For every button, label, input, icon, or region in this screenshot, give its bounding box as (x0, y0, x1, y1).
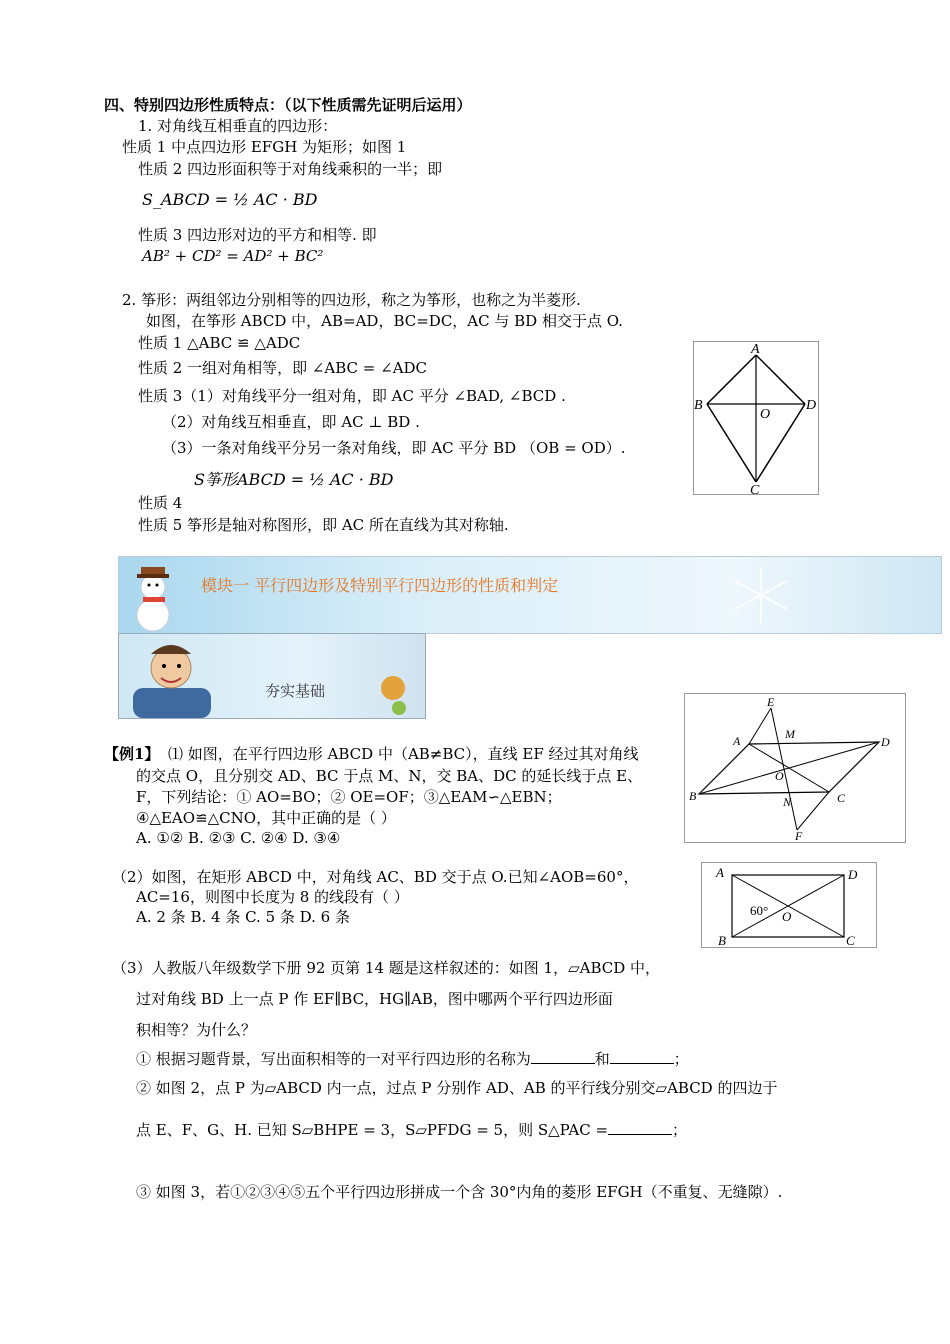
rect-label-o: O (782, 909, 792, 924)
kite-label-d: D (806, 398, 817, 413)
rect-label-angle: 60° (750, 903, 769, 918)
kite-prop1: 性质 1 △ABC ≌ △ADC (138, 334, 301, 352)
kite-label-b: B (694, 398, 703, 413)
para-label-b: B (689, 789, 697, 803)
q1-line4: ④△EAO≌△CNO，其中正确的是（ ） (136, 809, 396, 827)
formula-squares: AB² + CD² = AD² + BC² (142, 247, 324, 265)
property-group-2-title: 2. 筝形：两组邻边分别相等的四边形，称之为筝形，也称之为半菱形. (122, 291, 581, 309)
kite-label-o: O (760, 407, 771, 422)
section-heading: 四、特别四边形性质特点：（以下性质需先证明后运用） (104, 96, 472, 114)
q3-line2: 过对角线 BD 上一点 P 作 EF∥BC，HG∥AB，图中哪两个平行四边形面 (136, 990, 613, 1008)
q3-sub2-text: 点 E、F、G、H. 已知 S▱BHPE = 3，S▱PFDG = 5，则 S△PAC = (136, 1121, 609, 1139)
ornament-icon (377, 664, 417, 719)
kite-edge-ad (756, 355, 805, 404)
rect-label-a: A (716, 865, 724, 880)
q1-line3: F，下列结论：① AO=BO；② OE=OF；③△EAM∽△EBN； (136, 788, 562, 806)
parallelogram-figure (684, 693, 906, 843)
kite-prop2: 性质 2 一组对角相等，即 ∠ABC = ∠ADC (138, 359, 428, 377)
q2-line1: （2）如图，在矩形 ABCD 中，对角线 AC、BD 交于点 O.已知∠AOB=60°， (112, 868, 639, 886)
module-title: 模块一 平行四边形及特别平行四边形的性质和判定 (201, 576, 559, 595)
prop1-3: 性质 3 四边形对边的平方和相等. 即 (138, 226, 377, 244)
para-label-m: M (785, 727, 795, 741)
section-title: 夯实基础 (265, 682, 326, 700)
q3-sub1-and: 和 (594, 1050, 610, 1068)
q3-sub2-line1: ② 如图 2，点 P 为▱ABCD 内一点，过点 P 分别作 AD、AB 的平行线分别交▱ABCD 的四边于 (136, 1079, 778, 1097)
kite-prop3b: （2）对角线互相垂直，即 AC ⊥ BD . (162, 413, 420, 431)
q1-line1: ⑴ 如图，在平行四边形 ABCD 中（AB≠BC），直线 EF 经过其对角线 (168, 745, 639, 763)
rectangle-figure (701, 862, 877, 948)
answer-blank-3[interactable] (608, 1120, 672, 1135)
q3-sub2-end: ； (672, 1121, 688, 1139)
prop1-2: 性质 2 四边形面积等于对角线乘积的一半；即 (138, 160, 443, 178)
snowman-icon (119, 557, 199, 633)
kite-area-formula: S筝形ABCD = ½ AC · BD (194, 470, 394, 489)
q3-sub1 (136, 1049, 689, 1069)
example-label: 【例1】 (104, 745, 160, 763)
q3-line1: （3）人教版八年级数学下册 92 页第 14 题是这样叙述的：如图 1，▱ABCD 中， (112, 959, 661, 977)
kite-intro: 如图，在筝形 ABCD 中，AB=AD，BC=DC，AC 与 BD 相交于点 O. (146, 312, 623, 330)
section-banner (118, 633, 426, 719)
extension-cf (797, 792, 829, 830)
property-group-1-title: 1. 对角线互相垂直的四边形： (138, 117, 338, 135)
q3-sub3: ③ 如图 3，若①②③④⑤五个平行四边形拼成一个含 30°内角的菱形 EFGH（不重复、无缝隙）. (136, 1183, 783, 1201)
kite-prop4: 性质 4 (138, 494, 183, 512)
answer-blank-1[interactable] (531, 1049, 595, 1064)
q2-line2: AC=16，则图中长度为 8 的线段有（ ） (136, 888, 409, 906)
kite-prop3c: （3）一条对角线平分另一条对角线，即 AC 平分 BD （OB = OD）. (162, 439, 626, 457)
q3-sub2-line2 (136, 1120, 687, 1140)
kite-edge-ab (707, 355, 756, 404)
diagonal-bd (699, 742, 879, 794)
kite-label-a: A (751, 342, 760, 357)
kite-edge-bc (707, 404, 756, 482)
para-label-e: E (767, 695, 775, 709)
extension-ea (749, 708, 771, 744)
rect-label-b: B (718, 933, 726, 947)
kite-figure (693, 341, 819, 495)
formula-area: S_ABCD = ½ AC · BD (142, 190, 318, 209)
kite-prop3a: 性质 3（1）对角线平分一组对角，即 AC 平分 ∠BAD, ∠BCD . (138, 387, 566, 405)
kite-prop5: 性质 5 筝形是轴对称图形，即 AC 所在直线为其对称轴. (138, 516, 509, 534)
rect-label-d: D (848, 867, 858, 882)
kite-label-c: C (750, 483, 760, 494)
q3-sub1-text: ① 根据习题背景，写出面积相等的一对平行四边形的名称为 (136, 1050, 531, 1068)
q1-options: A. ①② B. ②③ C. ②④ D. ③④ (136, 829, 341, 847)
q1-line2: 的交点 O，且分别交 AD、BC 于点 M、N，交 BA、DC 的延长线于点 E、 (136, 767, 643, 785)
snowflake-icon (721, 557, 801, 633)
answer-blank-2[interactable] (610, 1049, 674, 1064)
para-label-f: F (795, 829, 803, 842)
q2-options: A. 2 条 B. 4 条 C. 5 条 D. 6 条 (136, 908, 350, 926)
rect-label-c: C (846, 933, 855, 947)
module-banner (118, 556, 942, 634)
prop1-1: 性质 1 中点四边形 EFGH 为矩形；如图 1 (122, 138, 407, 156)
para-label-a: A (733, 734, 741, 748)
q3-line3: 积相等？为什么？ (136, 1021, 257, 1039)
para-label-c: C (837, 791, 846, 805)
q3-sub1-end: ； (673, 1050, 689, 1068)
para-label-n: N (783, 795, 792, 809)
para-label-o: O (775, 769, 784, 783)
para-label-d: D (881, 735, 890, 749)
cartoon-character-icon (119, 634, 229, 718)
